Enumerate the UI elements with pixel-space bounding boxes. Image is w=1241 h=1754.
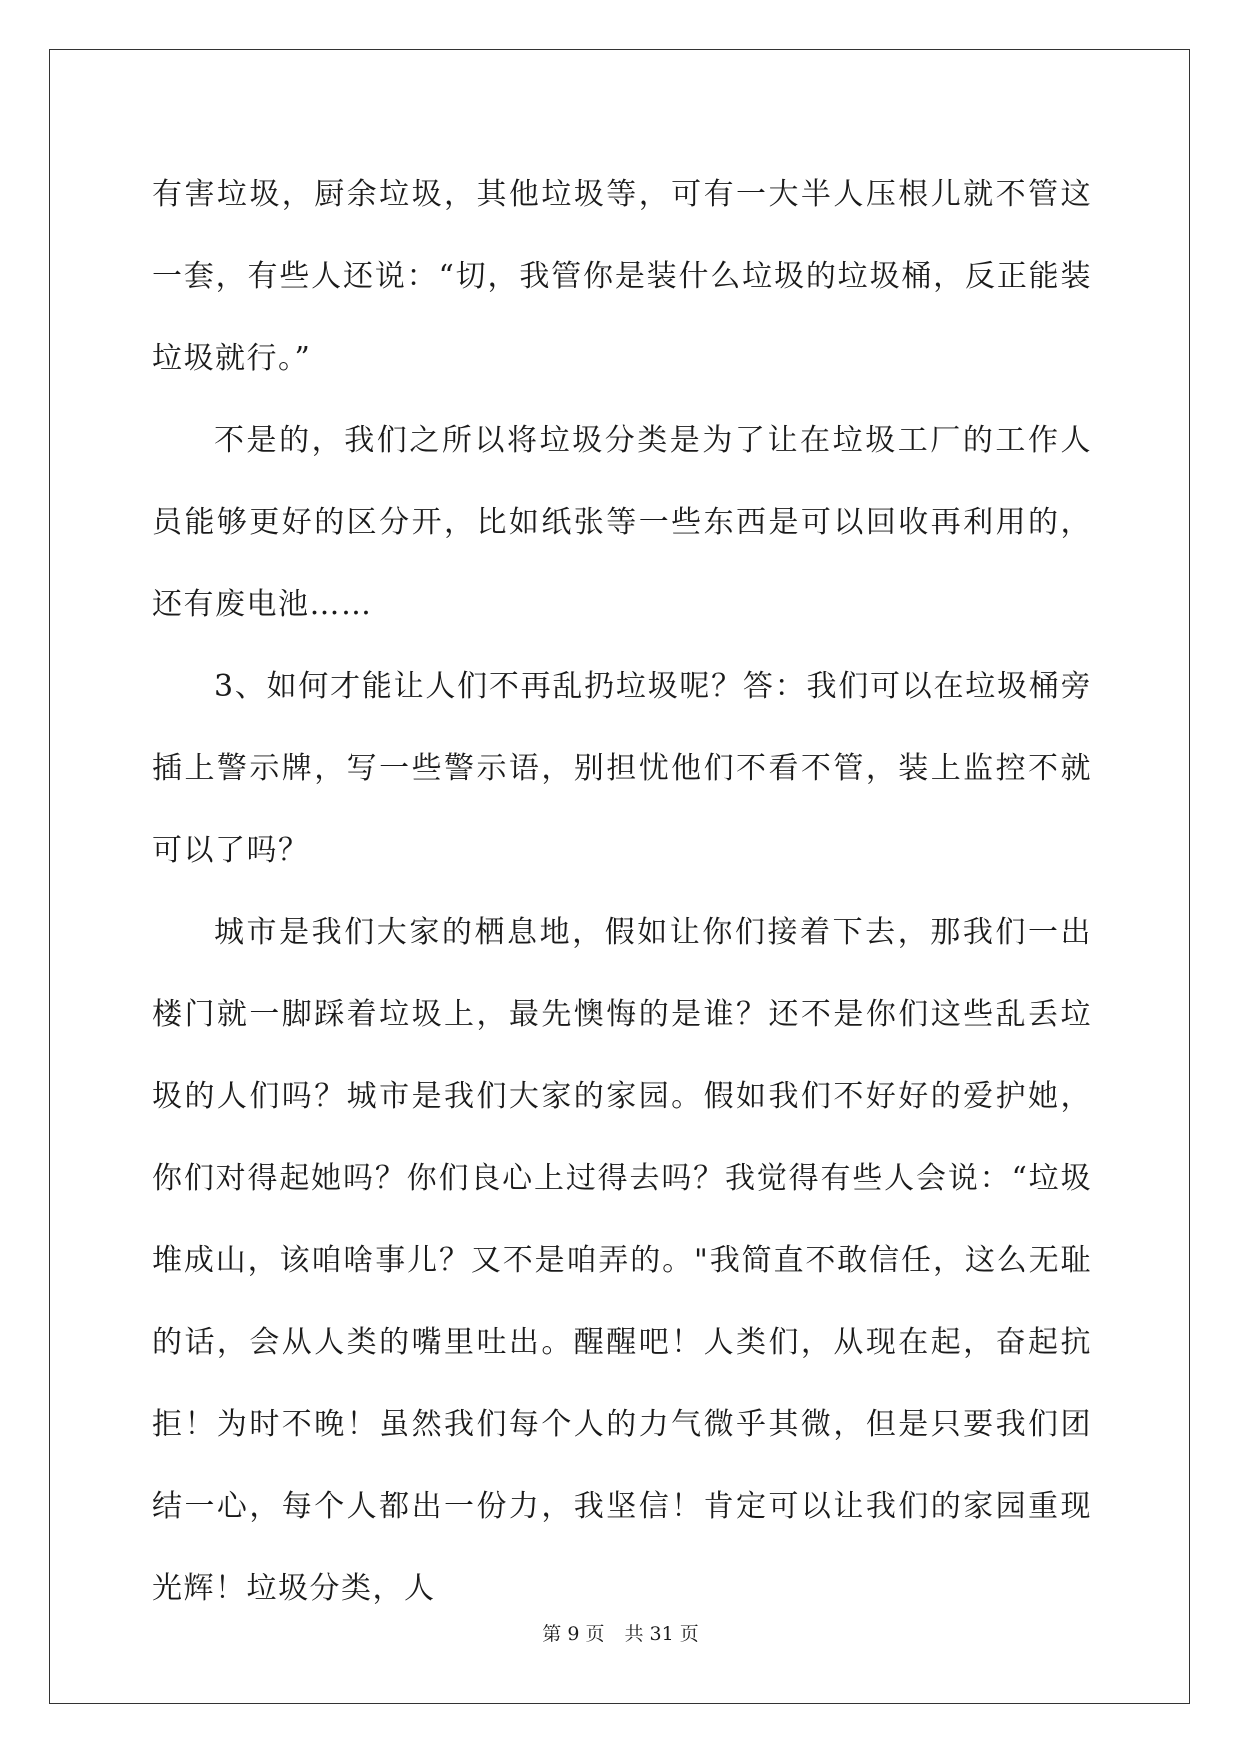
document-body [152,154,1092,1630]
page-footer [0,1619,1241,1646]
current-page-label: 第 9 页 [542,1623,605,1645]
paragraph-4: 城市是我们大家的栖息地，假如让你们接着下去，那我们一出楼门就一脚踩着垃圾上，最先懊悔的是谁？还不是你们这些乱丢垃圾的人们吗？城市是我们大家的家园。假如我们不好好的爱护她，你们对得起她吗？你们良心上过得去吗？我觉得有些人会说：“垃圾堆成山，该咱啥事儿？又不是咱弄的。"我简直不敢信任，这么无耻的话，会从人类的嘴里吐出。醒醒吧！人类们，从现在起，奋起抗拒！为时不晚！虽然我们每个人的力气微乎其微，但是只要我们团结一心，每个人都出一份力，我坚信！肯定可以让我们的家园重现光辉！垃圾分类，人 [152,915,1092,1606]
paragraph-1: 有害垃圾，厨余垃圾，其他垃圾等，可有一大半人压根儿就不管这一套，有些人还说：“切，我管你是装什么垃圾的垃圾桶，反正能装垃圾就行。” [152,177,1092,376]
paragraph-2: 不是的，我们之所以将垃圾分类是为了让在垃圾工厂的工作人员能够更好的区分开，比如纸张等一些东西是可以回收再利用的，还有废电池…… [152,423,1092,622]
total-pages-label: 共 31 页 [624,1623,699,1645]
paragraph-3: 3、如何才能让人们不再乱扔垃圾呢？答：我们可以在垃圾桶旁插上警示牌，写一些警示语，别担忧他们不看不管，装上监控不就可以了吗？ [152,669,1092,868]
